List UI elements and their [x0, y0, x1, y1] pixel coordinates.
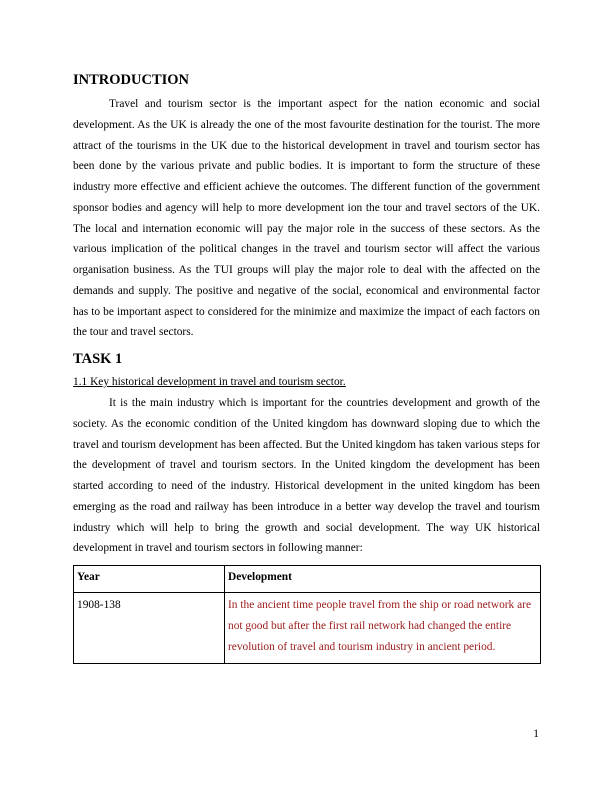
- page-number: 1: [533, 728, 539, 740]
- table-row: [74, 593, 541, 664]
- table-header-row: [74, 566, 541, 593]
- development-column-header: Development: [225, 566, 541, 593]
- year-cell: 1908-138: [74, 593, 225, 664]
- task1-subheading: 1.1 Key historical development in travel and tourism sector.: [73, 376, 346, 388]
- introduction-heading: INTRODUCTION: [73, 72, 190, 88]
- development-table: [73, 565, 541, 664]
- year-column-header: Year: [74, 566, 225, 593]
- development-cell: In the ancient time people travel from the ship or road network are not good but after the first rail network had changed the entire revolution of travel and tourism industry in ancient period.: [225, 593, 541, 664]
- task1-heading: TASK 1: [73, 351, 123, 367]
- task1-paragraph: It is the main industry which is important for the countries development and growth of the society. As the economic condition of the United kingdom has downward sloping due to which the travel and tourism development has been affected. But the United kingdom has taken various steps for the development of travel and tourism sectors. In the United kingdom the development has been started according to need of the industry. Historical development in the united kingdom has been emerging as the road and railway has been introduce in a better way develop the travel and tourism industry which will help to bring the growth and social development. The way UK historical development in travel and tourism sectors in following manner:: [73, 397, 540, 555]
- document-page: [73, 70, 540, 664]
- introduction-paragraph: Travel and tourism sector is the important aspect for the nation economic and social development. As the UK is already the one of the most favourite destination for the tourist. The more attract of the tourisms in the UK due to the historical development in travel and tourism sector has been done by the various private and public bodies. It is important to form the structure of these industry more effective and efficient achieve the outcomes. The different function of the government sponsor bodies and agency will help to more development ion the tour and travel sectors of the UK. The local and internation economic will pay the major role in the success of these sectors. As the various implication of the political changes in the travel and tourism sector will affect the various organisation business. As the TUI groups will play the major role to deal with the affected on the demands and supply. The positive and negative of the social, economical and environmental factor has to be important aspect to considered for the minimize and maximize the impact of each factors on the tour and travel sectors.: [73, 98, 540, 339]
